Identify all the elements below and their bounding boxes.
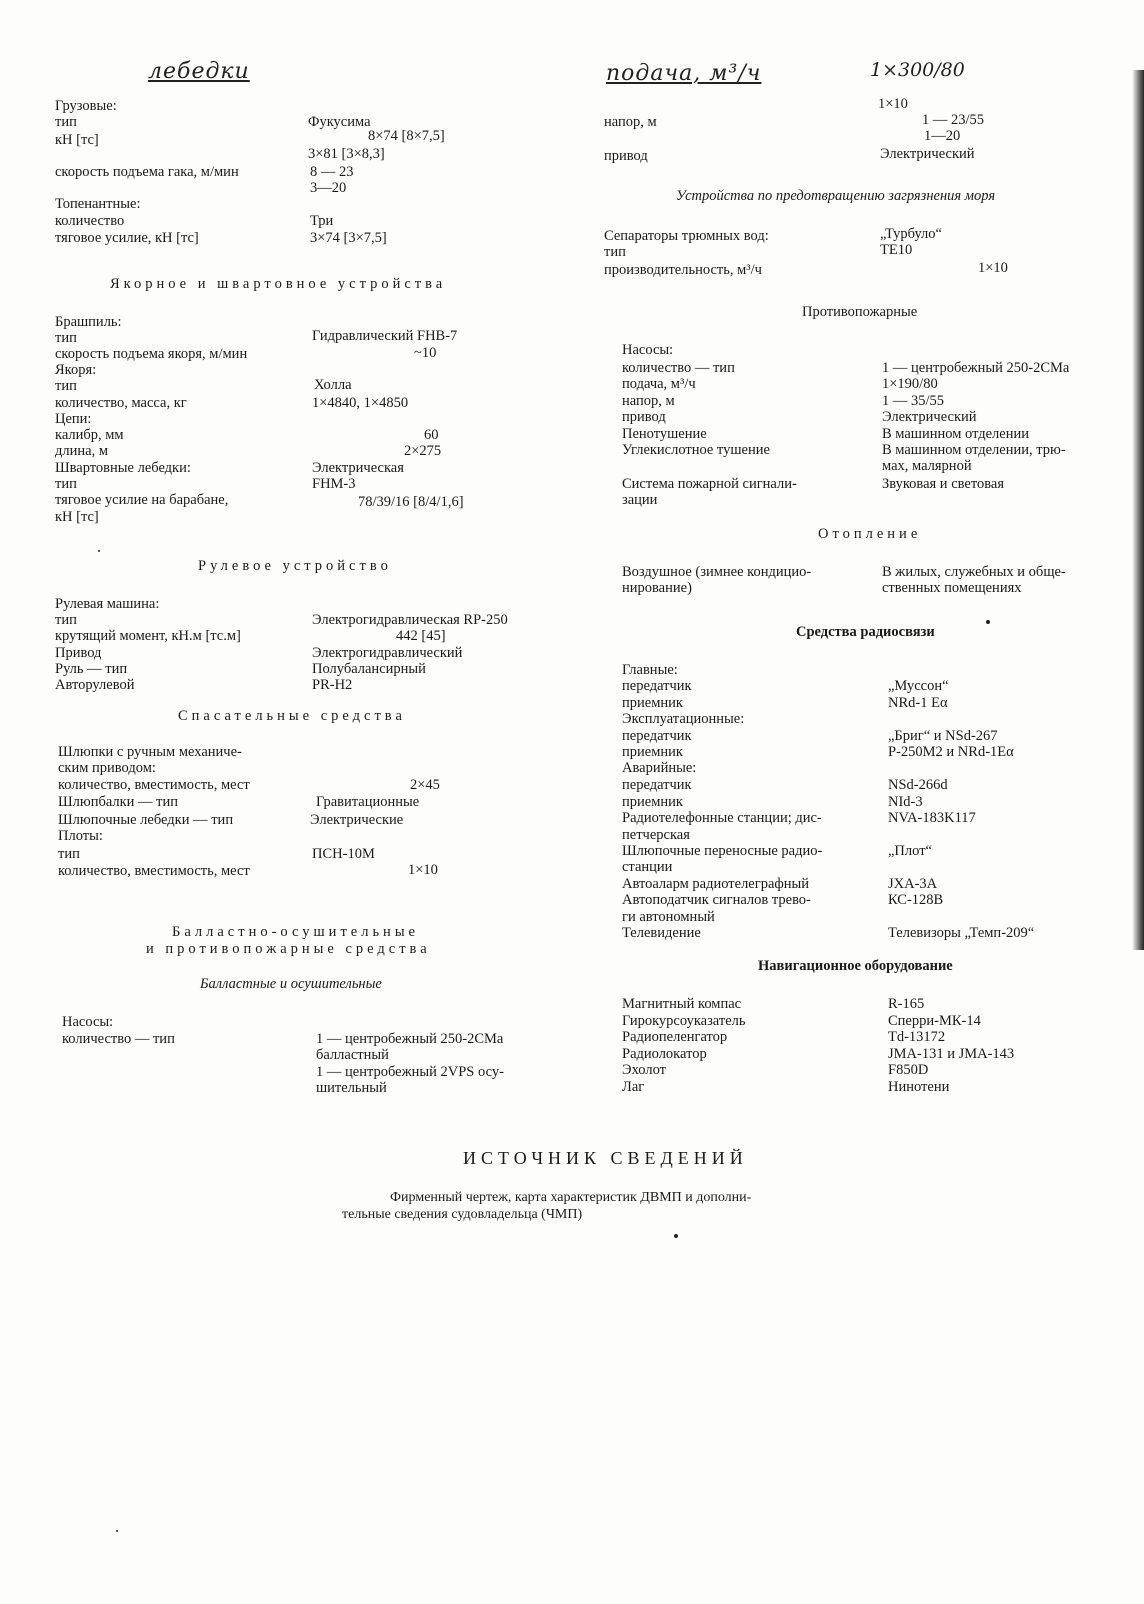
chains-heading: Цепи: xyxy=(55,411,92,427)
steering-drive-label: Привод xyxy=(55,645,102,661)
top-head-value-2: 1—20 xyxy=(924,128,961,144)
heating-air-value-1: В жилых, служебных и обще- xyxy=(882,564,1066,580)
handwritten-left-title: лебедки xyxy=(148,59,250,84)
source-line-1: Фирменный чертеж, карта характеристик ДВМП и дополни- xyxy=(390,1190,752,1205)
boats-count-label: количество, вместимость, мест xyxy=(58,777,250,793)
scan-edge-shadow xyxy=(1132,70,1144,950)
separator-type-label: тип xyxy=(604,244,626,260)
radio-oper-heading: Эксплуатационные: xyxy=(622,711,745,727)
handwritten-right-value: 1×300/80 xyxy=(870,59,965,81)
ballast-section-title-1: Балластно-осушительные xyxy=(172,924,419,940)
radio-autosender-label-1: Автоподатчик сигналов трево- xyxy=(622,892,811,908)
radio-rtf-label-2: петчерская xyxy=(622,827,690,843)
radio-tx1-label: передатчик xyxy=(622,678,692,694)
fire-head-label: напор, м xyxy=(622,393,675,409)
windlass-speed-value: ~10 xyxy=(414,345,437,361)
steering-drive-value: Электрогидравлический xyxy=(312,645,463,661)
windlass-heading: Брашпиль: xyxy=(55,314,122,330)
windlass-type-label: тип xyxy=(55,330,77,346)
boat-winches-label: Шлюпочные лебедки — тип xyxy=(58,812,234,828)
radio-rtf-label-1: Радиотелефонные станции; дис- xyxy=(622,810,822,826)
scan-speck xyxy=(674,1234,678,1238)
rafts-type-label: тип xyxy=(58,846,80,862)
heating-air-value-2: ственных помещениях xyxy=(882,580,1022,596)
mooring-type-label: тип xyxy=(55,476,77,492)
drum-label-2: кН [тс] xyxy=(55,509,99,525)
source-line-2: тельные сведения судовладельца (ЧМП) xyxy=(342,1207,583,1222)
top-value-0: 1×10 xyxy=(878,96,908,112)
source-title: ИСТОЧНИК СВЕДЕНИЙ xyxy=(463,1148,748,1168)
topping-count-value: Три xyxy=(310,213,334,229)
gyro-value: Сперри-МК-14 xyxy=(888,1013,981,1029)
topping-force-label: тяговое усилие, кН [тс] xyxy=(55,230,199,246)
topping-force-value: 3×74 [3×7,5] xyxy=(310,230,387,246)
boats-heading-2: ским приводом: xyxy=(58,760,156,776)
foam-label: Пенотушение xyxy=(622,426,707,442)
steering-machine-heading: Рулевая машина: xyxy=(55,596,160,612)
top-drive-label: привод xyxy=(604,148,648,164)
drum-value: 78/39/16 [8/4/1,6] xyxy=(358,494,464,510)
topping-count-label: количество xyxy=(55,213,125,229)
radio-rx1-label: приемник xyxy=(622,695,683,711)
length-label: длина, м xyxy=(55,443,108,459)
fire-count-label: количество — тип xyxy=(622,360,735,376)
cargo-kn-value-1: 8×74 [8×7,5] xyxy=(368,128,445,144)
windlass-type-value: Гидравлический FHB-7 xyxy=(312,328,458,344)
radar-value: JMA-131 и JMA-143 xyxy=(888,1046,1015,1062)
steering-type-value: Электрогидравлическая RP-250 xyxy=(312,612,508,628)
gyro-label: Гирокурсоуказатель xyxy=(622,1013,746,1029)
caliber-label: калибр, мм xyxy=(55,427,124,443)
radio-tx2-value: „Бриг“ и NSd-267 xyxy=(888,728,998,744)
fire-pumps-heading: Насосы: xyxy=(622,342,674,358)
anchors-type-label: тип xyxy=(55,378,77,394)
fire-section-title: Противопожарные xyxy=(802,304,918,320)
ballast-count-label: количество — тип xyxy=(62,1031,175,1047)
mooring-type-value: FHM-3 xyxy=(312,476,356,492)
radio-rx2-label: приемник xyxy=(622,744,683,760)
co2-value-1: В машинном отделении, трю- xyxy=(882,442,1066,458)
drum-label-1: тяговое усилие на барабане, xyxy=(55,492,229,508)
cargo-type-value: Фукусима xyxy=(308,114,371,130)
rudder-value: Полубалансирный xyxy=(312,661,426,677)
ballast-value-4: шительный xyxy=(316,1080,387,1096)
nav-section-title: Навигационное оборудование xyxy=(758,958,953,974)
scan-speck xyxy=(986,620,990,624)
co2-label: Углекислотное тушение xyxy=(622,442,770,458)
tv-label: Телевидение xyxy=(622,925,701,941)
rafts-count-value: 1×10 xyxy=(408,862,438,878)
radio-autosender-value: КС-128В xyxy=(888,892,944,908)
radio-rx3-value: NId-3 xyxy=(888,794,923,810)
fire-alarm-label-1: Система пожарной сигнали- xyxy=(622,476,797,492)
boats-heading-1: Шлюпки с ручным механиче- xyxy=(58,744,242,760)
torque-value: 442 [45] xyxy=(396,628,446,644)
top-head-label: напор, м xyxy=(604,114,657,130)
ballast-value-3: 1 — центробежный 2VPS осу- xyxy=(316,1064,504,1080)
fire-drive-label: привод xyxy=(622,409,666,425)
davits-label: Шлюпбалки — тип xyxy=(58,794,179,810)
fire-head-value: 1 — 35/55 xyxy=(882,393,945,409)
cargo-kn-label: кН [тс] xyxy=(55,132,99,148)
ballast-section-title-2: и противопожарные средства xyxy=(146,941,431,957)
radio-portable-label-2: станции xyxy=(622,859,673,875)
cargo-type-label: тип xyxy=(55,114,77,130)
fire-flow-value: 1×190/80 xyxy=(882,376,938,392)
separator-label: Сепараторы трюмных вод: xyxy=(604,228,769,244)
mooring-value: Электрическая xyxy=(312,460,404,476)
radio-rx3-label: приемник xyxy=(622,794,683,810)
fire-alarm-label-2: зации xyxy=(622,492,658,508)
boat-winches-value: Электрические xyxy=(310,812,404,828)
heating-section-title: Отопление xyxy=(818,526,922,542)
radio-tx1-value: „Муссон“ xyxy=(888,678,949,694)
radio-autosender-label-2: ги автономный xyxy=(622,909,715,925)
steering-type-label: тип xyxy=(55,612,77,628)
radio-autoalarm-label: Автоаларм радиотелеграфный xyxy=(622,876,810,892)
scan-speck xyxy=(98,550,100,552)
tv-value: Телевизоры „Темп-209“ xyxy=(888,925,1035,941)
anchors-mass-label: количество, масса, кг xyxy=(55,395,187,411)
log-value: Нинотени xyxy=(888,1079,950,1095)
separator-type-value: ТЕ10 xyxy=(880,242,913,258)
top-head-value-1: 1 — 23/55 xyxy=(922,112,985,128)
steering-section-title: Рулевое устройство xyxy=(198,558,392,574)
foam-value: В машинном отделении xyxy=(882,426,1029,442)
fire-alarm-value: Звуковая и световая xyxy=(882,476,1004,492)
radio-rtf-value: NVA-183K117 xyxy=(888,810,976,826)
radio-rx1-value: NRd-1 Eα xyxy=(888,695,948,711)
caliber-value: 60 xyxy=(424,427,439,443)
ballast-pumps-heading: Насосы: xyxy=(62,1014,114,1030)
rudder-label: Руль — тип xyxy=(55,661,128,677)
radio-portable-value: „Плот“ xyxy=(888,843,932,859)
anchors-type-value: Холла xyxy=(314,377,352,393)
rafts-count-label: количество, вместимость, мест xyxy=(58,863,250,879)
rafts-heading: Плоты: xyxy=(58,828,103,844)
fire-flow-label: подача, м³/ч xyxy=(622,376,696,392)
ballast-subtitle: Балластные и осушительные xyxy=(200,976,382,992)
boats-count-value: 2×45 xyxy=(410,777,440,793)
separator-value: „Турбуло“ xyxy=(880,226,942,242)
anchors-heading: Якоря: xyxy=(55,362,97,378)
heating-air-label-2: нирование) xyxy=(622,580,692,596)
anchor-section-title: Якорное и швартовное устройства xyxy=(110,276,447,292)
fire-count-value: 1 — центробежный 250-2СМа xyxy=(882,360,1070,376)
torque-label: крутящий момент, кН.м [тс.м] xyxy=(55,628,241,644)
cargo-speed-value-2: 3—20 xyxy=(310,180,347,196)
log-label: Лаг xyxy=(622,1079,645,1095)
handwritten-right-title: подача, м³/ч xyxy=(606,61,762,86)
cargo-speed-value-1: 8 — 23 xyxy=(310,164,354,180)
autopilot-label: Авторулевой xyxy=(55,677,135,693)
windlass-speed-label: скорость подъема якоря, м/мин xyxy=(55,346,248,362)
radio-autoalarm-value: JXA-3A xyxy=(888,876,938,892)
radio-tx3-value: NSd-266d xyxy=(888,777,948,793)
scan-speck xyxy=(116,1530,118,1532)
cargo-heading: Грузовые: xyxy=(55,98,117,114)
davits-value: Гравитационные xyxy=(316,794,420,810)
radio-section-title: Средства радиосвязи xyxy=(796,624,935,640)
radio-emerg-heading: Аварийные: xyxy=(622,760,697,776)
rafts-type-value: ПСН-10М xyxy=(312,846,375,862)
ballast-value-1: 1 — центробежный 250-2СМа xyxy=(316,1031,504,1047)
radio-tx3-label: передатчик xyxy=(622,777,692,793)
radio-tx2-label: передатчик xyxy=(622,728,692,744)
pollution-section-title: Устройства по предотвращению загрязнения моря xyxy=(676,188,996,204)
cargo-kn-value-2: 3×81 [3×8,3] xyxy=(308,146,385,162)
compass-value: R-165 xyxy=(888,996,925,1012)
fire-drive-value: Электрический xyxy=(882,409,977,425)
autopilot-value: PR-H2 xyxy=(312,677,353,693)
df-label: Радиопеленгатор xyxy=(622,1029,728,1045)
echo-value: F850D xyxy=(888,1062,929,1078)
heating-air-label-1: Воздушное (зимнее кондицио- xyxy=(622,564,812,580)
topping-heading: Топенантные: xyxy=(55,196,141,212)
co2-value-2: мах, малярной xyxy=(882,458,972,474)
separator-capacity-label: производительность, м³/ч xyxy=(604,262,762,278)
radio-rx2-value: Р-250М2 и NRd-1Eα xyxy=(888,744,1014,760)
cargo-speed-label: скорость подъема гака, м/мин xyxy=(55,164,239,180)
radio-portable-label-1: Шлюпочные переносные радио- xyxy=(622,843,823,859)
radio-main-heading: Главные: xyxy=(622,662,678,678)
separator-capacity-value: 1×10 xyxy=(978,260,1008,276)
ballast-value-2: балластный xyxy=(316,1047,389,1063)
anchors-mass-value: 1×4840, 1×4850 xyxy=(312,395,409,411)
lifesaving-section-title: Спасательные средства xyxy=(178,708,406,724)
top-drive-value: Электрический xyxy=(880,146,975,162)
df-value: Td-13172 xyxy=(888,1029,946,1045)
length-value: 2×275 xyxy=(404,443,442,459)
compass-label: Магнитный компас xyxy=(622,996,742,1012)
mooring-label: Швартовные лебедки: xyxy=(55,460,191,476)
radar-label: Радиолокатор xyxy=(622,1046,707,1062)
echo-label: Эхолот xyxy=(622,1062,666,1078)
